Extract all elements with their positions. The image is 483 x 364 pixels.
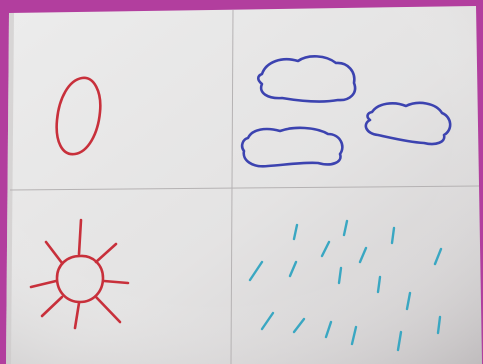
- drawing-photo: [0, 0, 483, 364]
